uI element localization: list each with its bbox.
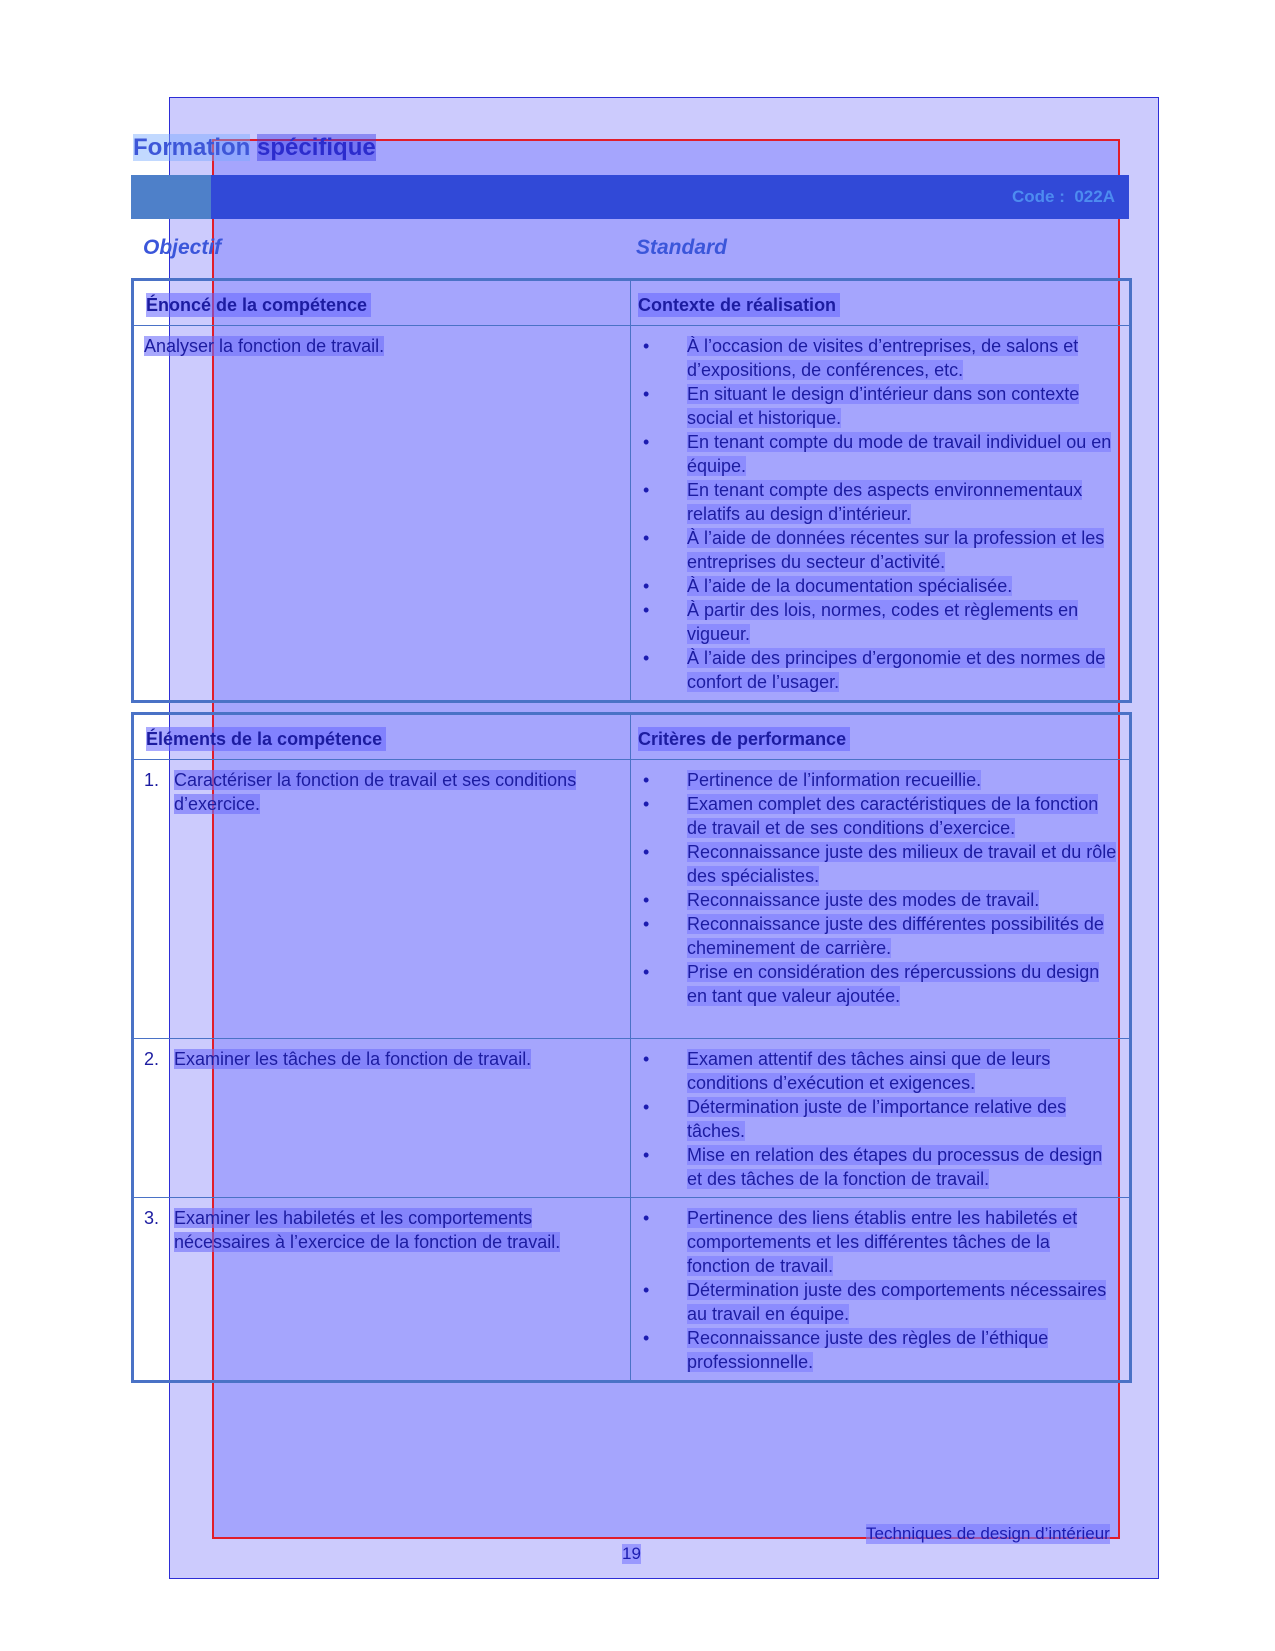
list-item: • À partir des lois, normes, codes et règlements en vigueur.	[631, 598, 1117, 646]
list-item: • Pertinence des liens établis entre les habiletés et comportements et les différentes tâches de la fonction de travail.	[631, 1206, 1117, 1278]
criteria-cell	[631, 760, 1131, 1039]
title-part-1: Formation	[133, 134, 251, 161]
context-cell	[631, 326, 1131, 702]
standard-heading: Standard	[636, 236, 728, 259]
competency-statement-table	[131, 278, 1132, 703]
statement-header-cell	[133, 280, 631, 326]
list-item: • À l’aide de données récentes sur la profession et les entreprises du secteur d’activité.	[631, 526, 1117, 574]
criteria-cell	[631, 1039, 1131, 1198]
code-bar	[131, 175, 1129, 219]
elements-header: Éléments de la compétence	[146, 727, 386, 751]
list-item: • Reconnaissance juste des différentes possibilités de cheminement de carrière.	[631, 912, 1117, 960]
list-item: • En situant le design d’intérieur dans son contexte social et historique.	[631, 382, 1117, 430]
list-item: • En tenant compte des aspects environnementaux relatifs au design d’intérieur.	[631, 478, 1117, 526]
list-item: • À l’aide des principes d’ergonomie et des normes de confort de l’usager.	[631, 646, 1117, 694]
program-name: Techniques de design d’intérieur	[866, 1524, 1110, 1543]
criteria-header: Critères de performance	[638, 727, 850, 751]
context-header: Contexte de réalisation	[638, 293, 840, 317]
criteria-cell	[631, 1198, 1131, 1382]
list-item: • À l’occasion de visites d’entreprises, de salons et d’expositions, de conférences, etc.	[631, 334, 1117, 382]
list-item: • Détermination juste des comportements nécessaires au travail en équipe.	[631, 1278, 1117, 1326]
element-cell	[133, 760, 631, 1039]
elements-header-cell	[133, 714, 631, 760]
list-item: • Reconnaissance juste des milieux de travail et du rôle des spécialistes.	[631, 840, 1117, 888]
list-item: • En tenant compte du mode de travail individuel ou en équipe.	[631, 430, 1117, 478]
statement-cell	[133, 326, 631, 702]
list-item: • Prise en considération des répercussions du design en tant que valeur ajoutée.	[631, 960, 1117, 1008]
list-item: • Reconnaissance juste des modes de travail.	[631, 888, 1117, 912]
table-row	[133, 760, 1131, 1039]
list-item: • Examen attentif des tâches ainsi que de leurs conditions d’exécution et exigences.	[631, 1047, 1117, 1095]
list-item: • Détermination juste de l’importance relative des tâches.	[631, 1095, 1117, 1143]
page-title	[133, 134, 376, 162]
context-header-cell	[631, 280, 1131, 326]
list-item: • Pertinence de l’information recueillie.	[631, 768, 1117, 792]
element-text: Examiner les habiletés et les comportements nécessaires à l’exercice de la fonction de travail.	[174, 1208, 561, 1252]
title-part-2: spécifique	[257, 134, 376, 161]
objective-heading: Objectif	[143, 236, 222, 259]
element-number: 3.	[144, 1208, 160, 1228]
competency-statement: Analyser la fonction de travail.	[144, 336, 385, 356]
table-row	[133, 1198, 1131, 1382]
list-item: • Examen complet des caractéristiques de la fonction de travail et de ses conditions d’exercice.	[631, 792, 1117, 840]
table-row	[133, 1039, 1131, 1198]
element-text: Examiner les tâches de la fonction de travail.	[174, 1049, 532, 1069]
criteria-list	[631, 1039, 1129, 1197]
competency-code: Code : 022A	[1012, 187, 1115, 206]
element-cell	[133, 1198, 631, 1382]
statement-header: Énoncé de la compétence	[146, 293, 371, 317]
list-item: • À l’aide de la documentation spécialisée.	[631, 574, 1117, 598]
code-bar-accent	[131, 175, 211, 219]
element-cell	[133, 1039, 631, 1198]
criteria-header-cell	[631, 714, 1131, 760]
criteria-list	[631, 1198, 1129, 1380]
list-item: • Reconnaissance juste des règles de l’éthique professionnelle.	[631, 1326, 1117, 1374]
criteria-list	[631, 760, 1129, 1014]
element-text: Caractériser la fonction de travail et ses conditions d’exercice.	[174, 770, 577, 814]
context-list	[631, 326, 1129, 700]
element-number: 2.	[144, 1049, 160, 1069]
competency-elements-table	[131, 712, 1132, 1383]
element-number: 1.	[144, 770, 160, 790]
page-number: 19	[622, 1544, 641, 1563]
list-item: • Mise en relation des étapes du processus de design et des tâches de la fonction de travail.	[631, 1143, 1117, 1191]
